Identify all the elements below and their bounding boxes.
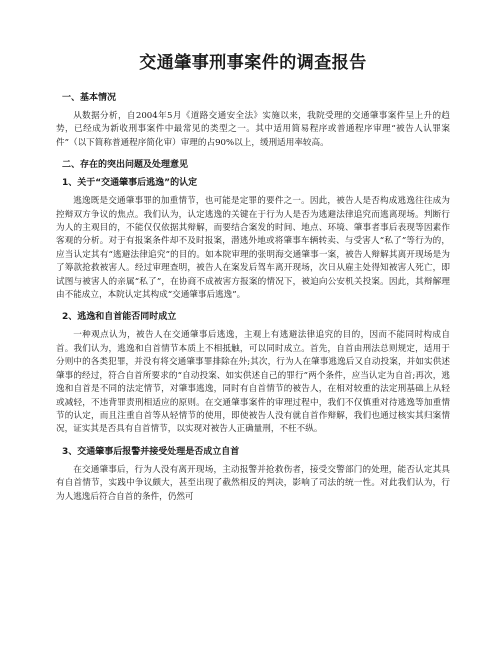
subsection-paragraph-report: 在交通肇事后，行为人没有离开现场，主动报警并抢救伤者，接受交警部门的处理，能否认定其具有自首情节，实践中争议颇大，甚至出现了截然相反的判决，影响了司法的统一性。对此我们认为，行为人逃逸后符合自首的条件，仍然可 [56,464,450,502]
subsection-paragraph-escape: 逃逸既是交通肇事罪的加重情节，也可能是定罪的要件之一。因此，被告人是否构成逃逸往往成为控辩双方争议的焦点。我们认为，认定逃逸的关键在于行为人是否为逃避法律追究而逃离现场。判断行为人的主观目的，不能仅仅依据其辩解，而要结合案发的时间、地点、环境、肇事者事后表现等因素作客观的分析。对于有报案条件却不及时报案，潜逃外地或将肇事车辆转卖、与受害人“私了”等行为的，应当认定其有“逃避法律追究”的目的。如本院审理的张明海交通肇事一案，被告人辩解其离开现场是为了筹款抢救被害人。经过审理查明，被告人在案发后驾车离开现场，次日从雇主处得知被害人死亡，即试图与被害人的亲属“私了”，在协商不成被害方报案的情况下，被迫向公安机关投案。因此，其辩解理由不能成立，本院认定其构成“交通肇事后逃逸”。 [56,196,450,301]
section-heading-issues: 二、存在的突出问题及处理意见 [62,160,189,171]
section-paragraph-basic: 从数据分析，自2004年5月《道路交通安全法》实施以来，我院受理的交通肇事案件呈上升的趋势，已经成为新收刑事案件中最常见的类型之一。其中适用简易程序或普通程序审理“被告人认罪案件”（以下简称普通程序简化审）审理的占90%以上，缓刑适用率较高。 [56,111,450,148]
subsection-heading-escape: 1、关于“交通肇事后逃逸”的认定 [62,178,198,189]
subsection-paragraph-surrender: 一种观点认为，被告人在交通肇事后逃逸，主观上有逃避法律追究的目的，因而不能同时构成自首。我们认为，逃逸和自首情节本质上不相抵触，可以同时成立。首先，自首由刑法总则规定，适用于分则中的各类犯罪，并没有将交通肇事罪排除在外;其次，行为人在肇事逃逸后又自动投案，并如实供述肇事的经过，符合自首所要求的“自动投案、如实供述自己的罪行”两个条件，应当认定为自首;再次，逃逸和自首是不同的法定情节，对肇事逃逸，同时有自首情节的被告人，在相对较重的法定刑基础上从轻或减轻，不违背罪责刑相适应的原则。在交通肇事案件的审理过程中，我们不仅慎重对待逃逸等加重情节的认定，而且注重自首等从轻情节的使用，即使被告人没有就自首作辩解，我们也通过核实其归案情况，证实其是否具有自首情节，以实现对被告人正确量刑，不枉不纵。 [56,330,450,435]
subsection-heading-report: 3、交通肇事后报警并接受处理是否成立自首 [62,446,240,457]
subsection-heading-surrender: 2、逃逸和自首能否同时成立 [62,312,177,323]
document-title: 交通肇事刑事案件的调查报告 [139,53,367,73]
section-heading-basic: 一、基本情况 [62,93,117,103]
